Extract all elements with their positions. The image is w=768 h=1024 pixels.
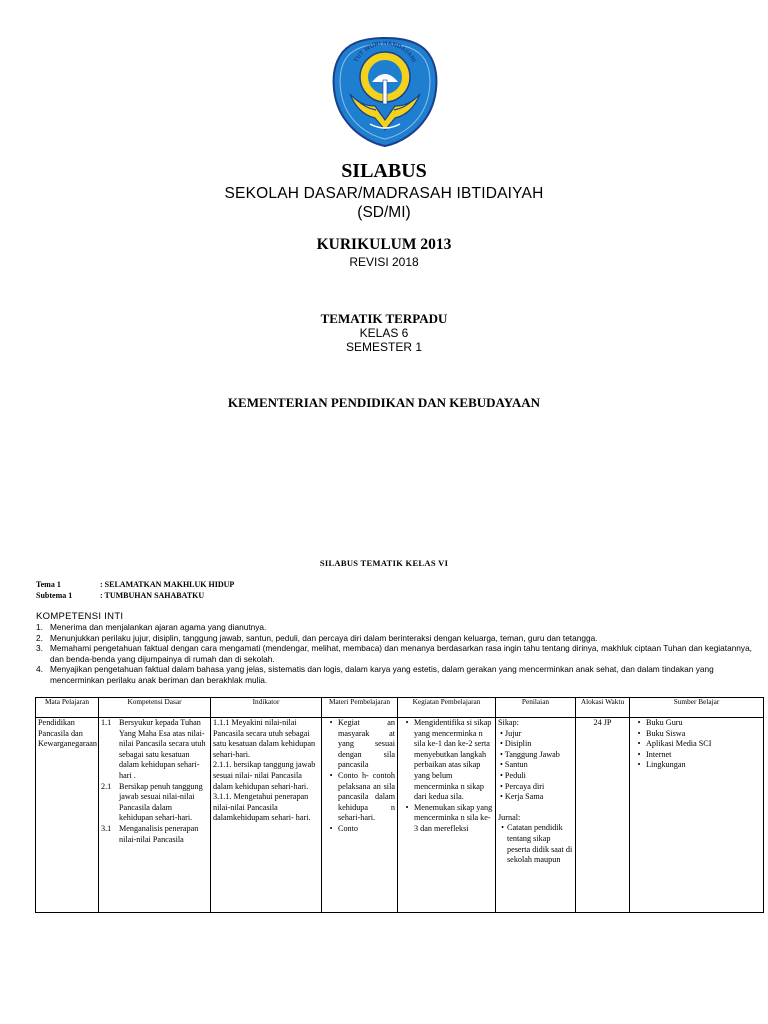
bullet-icon: • — [329, 718, 333, 727]
kd-number: 2.1 — [101, 781, 112, 791]
header-kompetensi-dasar: Kompetensi Dasar — [99, 698, 211, 718]
cell-sumber-belajar — [630, 718, 764, 913]
indikator-text: bersikap tanggung jawab sesuai nilai- nilai Pancasila dalam kehidupan sehari-hari. — [213, 760, 316, 791]
indikator-text: Meyakini nilai-nilai Pancasila secara utuh sebagai satu kesatuan dalam kehidupan sehari-hari. — [213, 718, 316, 759]
document-title: SILABUS — [341, 160, 427, 182]
kd-text: Bersikap penuh tanggung jawab sesuai nilai-nilai Pancasila dalam kehidupan sehari-hari. — [119, 781, 203, 823]
item-number: 4. — [36, 664, 43, 675]
item-text: Menunjukkan perilaku jujur, disiplin, tanggung jawab, santun, peduli, dan percaya diri dalam berinteraksi dengan keluarga, teman, guru dan tetangga. — [50, 632, 598, 643]
cell-indikator — [211, 718, 322, 913]
cell-kegiatan-pembelajaran — [398, 718, 496, 913]
item-text: Menyajikan pengetahuan faktual dalam bahasa yang jelas, sistematis dan logis, dalam karya yang estetis, dalam gerakan yang mencerminkan anak sehat, dan dalam tindakan yang mencerminkan perilaku anak beriman dan berakhlak mulia. — [50, 664, 714, 685]
bullet-icon: • — [405, 802, 409, 812]
cell-materi-pembelajaran — [322, 718, 398, 913]
bullet-icon: • — [329, 823, 333, 833]
silabus-table — [35, 697, 764, 913]
cell-kompetensi-dasar — [99, 718, 211, 913]
table-header-row — [36, 698, 764, 718]
kompetensi-inti-heading: KOMPETENSI INTI — [36, 611, 124, 622]
sumber-item: • Aplikasi Media SCI — [637, 739, 712, 749]
materi-item — [324, 718, 395, 771]
tema-value: : SELAMATKAN MAKHLUK HIDUP — [100, 580, 235, 589]
svg-text:TUT WURI HANDAYANI: TUT WURI HANDAYANI — [353, 40, 417, 64]
header-penilaian: Penilaian — [496, 698, 576, 718]
header-sumber-belajar: Sumber Belajar — [630, 698, 764, 718]
sumber-item: • Buku Siswa — [637, 728, 686, 738]
kompetensi-inti-item — [36, 633, 756, 644]
item-number: 2. — [36, 632, 43, 643]
sumber-item: • Lingkungan — [637, 760, 686, 770]
sikap-item: • Kerja Sama — [500, 792, 544, 802]
subtema-label: Subtema 1 — [36, 591, 73, 600]
kd-item — [101, 718, 208, 782]
kegiatan-text: Menemukan sikap yang mencerminka n sila ke-3 dan merefleksi — [414, 802, 493, 833]
kompetensi-inti-item — [36, 643, 756, 664]
indikator-number: 1.1.1 — [213, 718, 230, 727]
kegiatan-item — [400, 803, 493, 835]
kd-item — [101, 824, 208, 845]
sikap-item: • Santun — [500, 760, 528, 770]
materi-item — [324, 771, 395, 824]
indikator-item — [213, 760, 319, 792]
sikap-label: Sikap: — [498, 718, 519, 727]
ministry-title: KEMENTERIAN PENDIDIKAN DAN KEBUDAYAAN — [227, 395, 541, 410]
materi-text: Kegiat an masyarak at yang sesuai dengan sila pancasila — [338, 718, 395, 770]
item-number: 3. — [36, 643, 43, 654]
tut-wuri-handayani-logo — [330, 36, 440, 148]
indikator-number: 3.1.1. — [213, 792, 232, 802]
bullet-icon: • — [405, 718, 409, 727]
kompetensi-inti-item — [36, 664, 756, 685]
materi-item — [324, 824, 395, 835]
thematic-title: TEMATIK TERPADU — [320, 311, 448, 326]
kompetensi-inti-list — [36, 622, 756, 686]
school-level-abbr: (SD/MI) — [357, 204, 411, 221]
indikator-text: Mengetahui penerapan nilai-nilai Pancasila dalamkehidupam sehari- hari. — [213, 792, 311, 823]
materi-text: Conto h- contoh pelaksana an sila pancasila dalam kehidupa n sehari-hari. — [338, 770, 395, 823]
sumber-item: • Internet — [637, 749, 672, 759]
kegiatan-text: Mengidentifika si sikap yang mencerminka n sila ke-1 dan ke-2 serta menyebutkan langkah perbaikan atas sikap yang belum mencerminka n sikap dari kedua sila. — [414, 718, 492, 802]
class-label: KELAS 6 — [359, 326, 409, 340]
kd-number: 3.1 — [101, 823, 112, 833]
indikator-number: 2.1.1. — [213, 760, 232, 770]
sikap-item: • Tanggung Jawab — [500, 749, 560, 759]
sikap-item: • Jujur — [500, 728, 522, 738]
item-number: 1. — [36, 622, 43, 632]
semester-label: SEMESTER 1 — [345, 340, 423, 354]
revision-label: REVISI 2018 — [349, 255, 419, 269]
subtema-value: : TUMBUHAN SAHABATKU — [100, 591, 205, 600]
materi-text: Conto — [338, 823, 359, 833]
sikap-item: • Disiplin — [500, 739, 532, 749]
table-row — [36, 718, 764, 913]
bullet-icon: • — [329, 770, 333, 780]
jurnal-item: • Catatan pendidik tentang sikap peserta didik saat di sekolah maupun — [501, 823, 573, 865]
header-alokasi-waktu: Alokasi Waktu — [576, 698, 630, 718]
tema-label: Tema 1 — [36, 580, 61, 589]
kd-item — [101, 782, 208, 824]
school-level: SEKOLAH DASAR/MADRASAH IBTIDAIYAH — [224, 185, 544, 202]
header-materi-pembelajaran: Materi Pembelajaran — [322, 698, 398, 718]
sumber-item: • Buku Guru — [637, 718, 683, 727]
cell-alokasi-waktu: 24 JP — [576, 718, 630, 913]
silabus-tematik-heading: SILABUS TEMATIK KELAS VI — [319, 558, 449, 568]
item-text: Menerima dan menjalankan ajaran agama yang dianutnya. — [50, 622, 267, 632]
sikap-item: • Percaya diri — [500, 781, 545, 791]
sikap-item: • Peduli — [500, 770, 526, 780]
jurnal-label: Jurnal: — [498, 812, 521, 822]
kd-text: Bersyukur kepada Tuhan Yang Maha Esa atas nilai-nilai Pancasila secara utuh sebagai satu kesatuan dalam kehidupan sehari-hari . — [119, 718, 206, 780]
header-indikator: Indikator — [211, 698, 322, 718]
cell-penilaian — [496, 718, 576, 913]
indikator-item — [213, 718, 319, 760]
header-mata-pelajaran: Mata Pelajaran — [36, 698, 99, 718]
indikator-item — [213, 792, 319, 824]
cell-mata-pelajaran: Pendidikan Pancasila dan Kewarganegaraan — [36, 718, 99, 913]
header-kegiatan-pembelajaran: Kegiatan Pembelajaran — [398, 698, 496, 718]
kegiatan-item — [400, 718, 493, 803]
kd-text: Menganalisis penerapan nilai-nilai Pancasila — [119, 823, 199, 844]
item-text: Memahami pengetahuan faktual dengan cara mengamati (mendengar, melihat, membaca) dan menanya berdasarkan rasa ingin tahu tentang dirinya, makhluk ciptaan Tuhan dan kegiatannya, dan benda-benda yang dijumpainya di rumah dan di sekolah. — [50, 643, 752, 664]
kd-number: 1.1 — [101, 718, 112, 727]
curriculum-title: KURIKULUM 2013 — [316, 236, 452, 253]
kompetensi-inti-item — [36, 622, 756, 633]
